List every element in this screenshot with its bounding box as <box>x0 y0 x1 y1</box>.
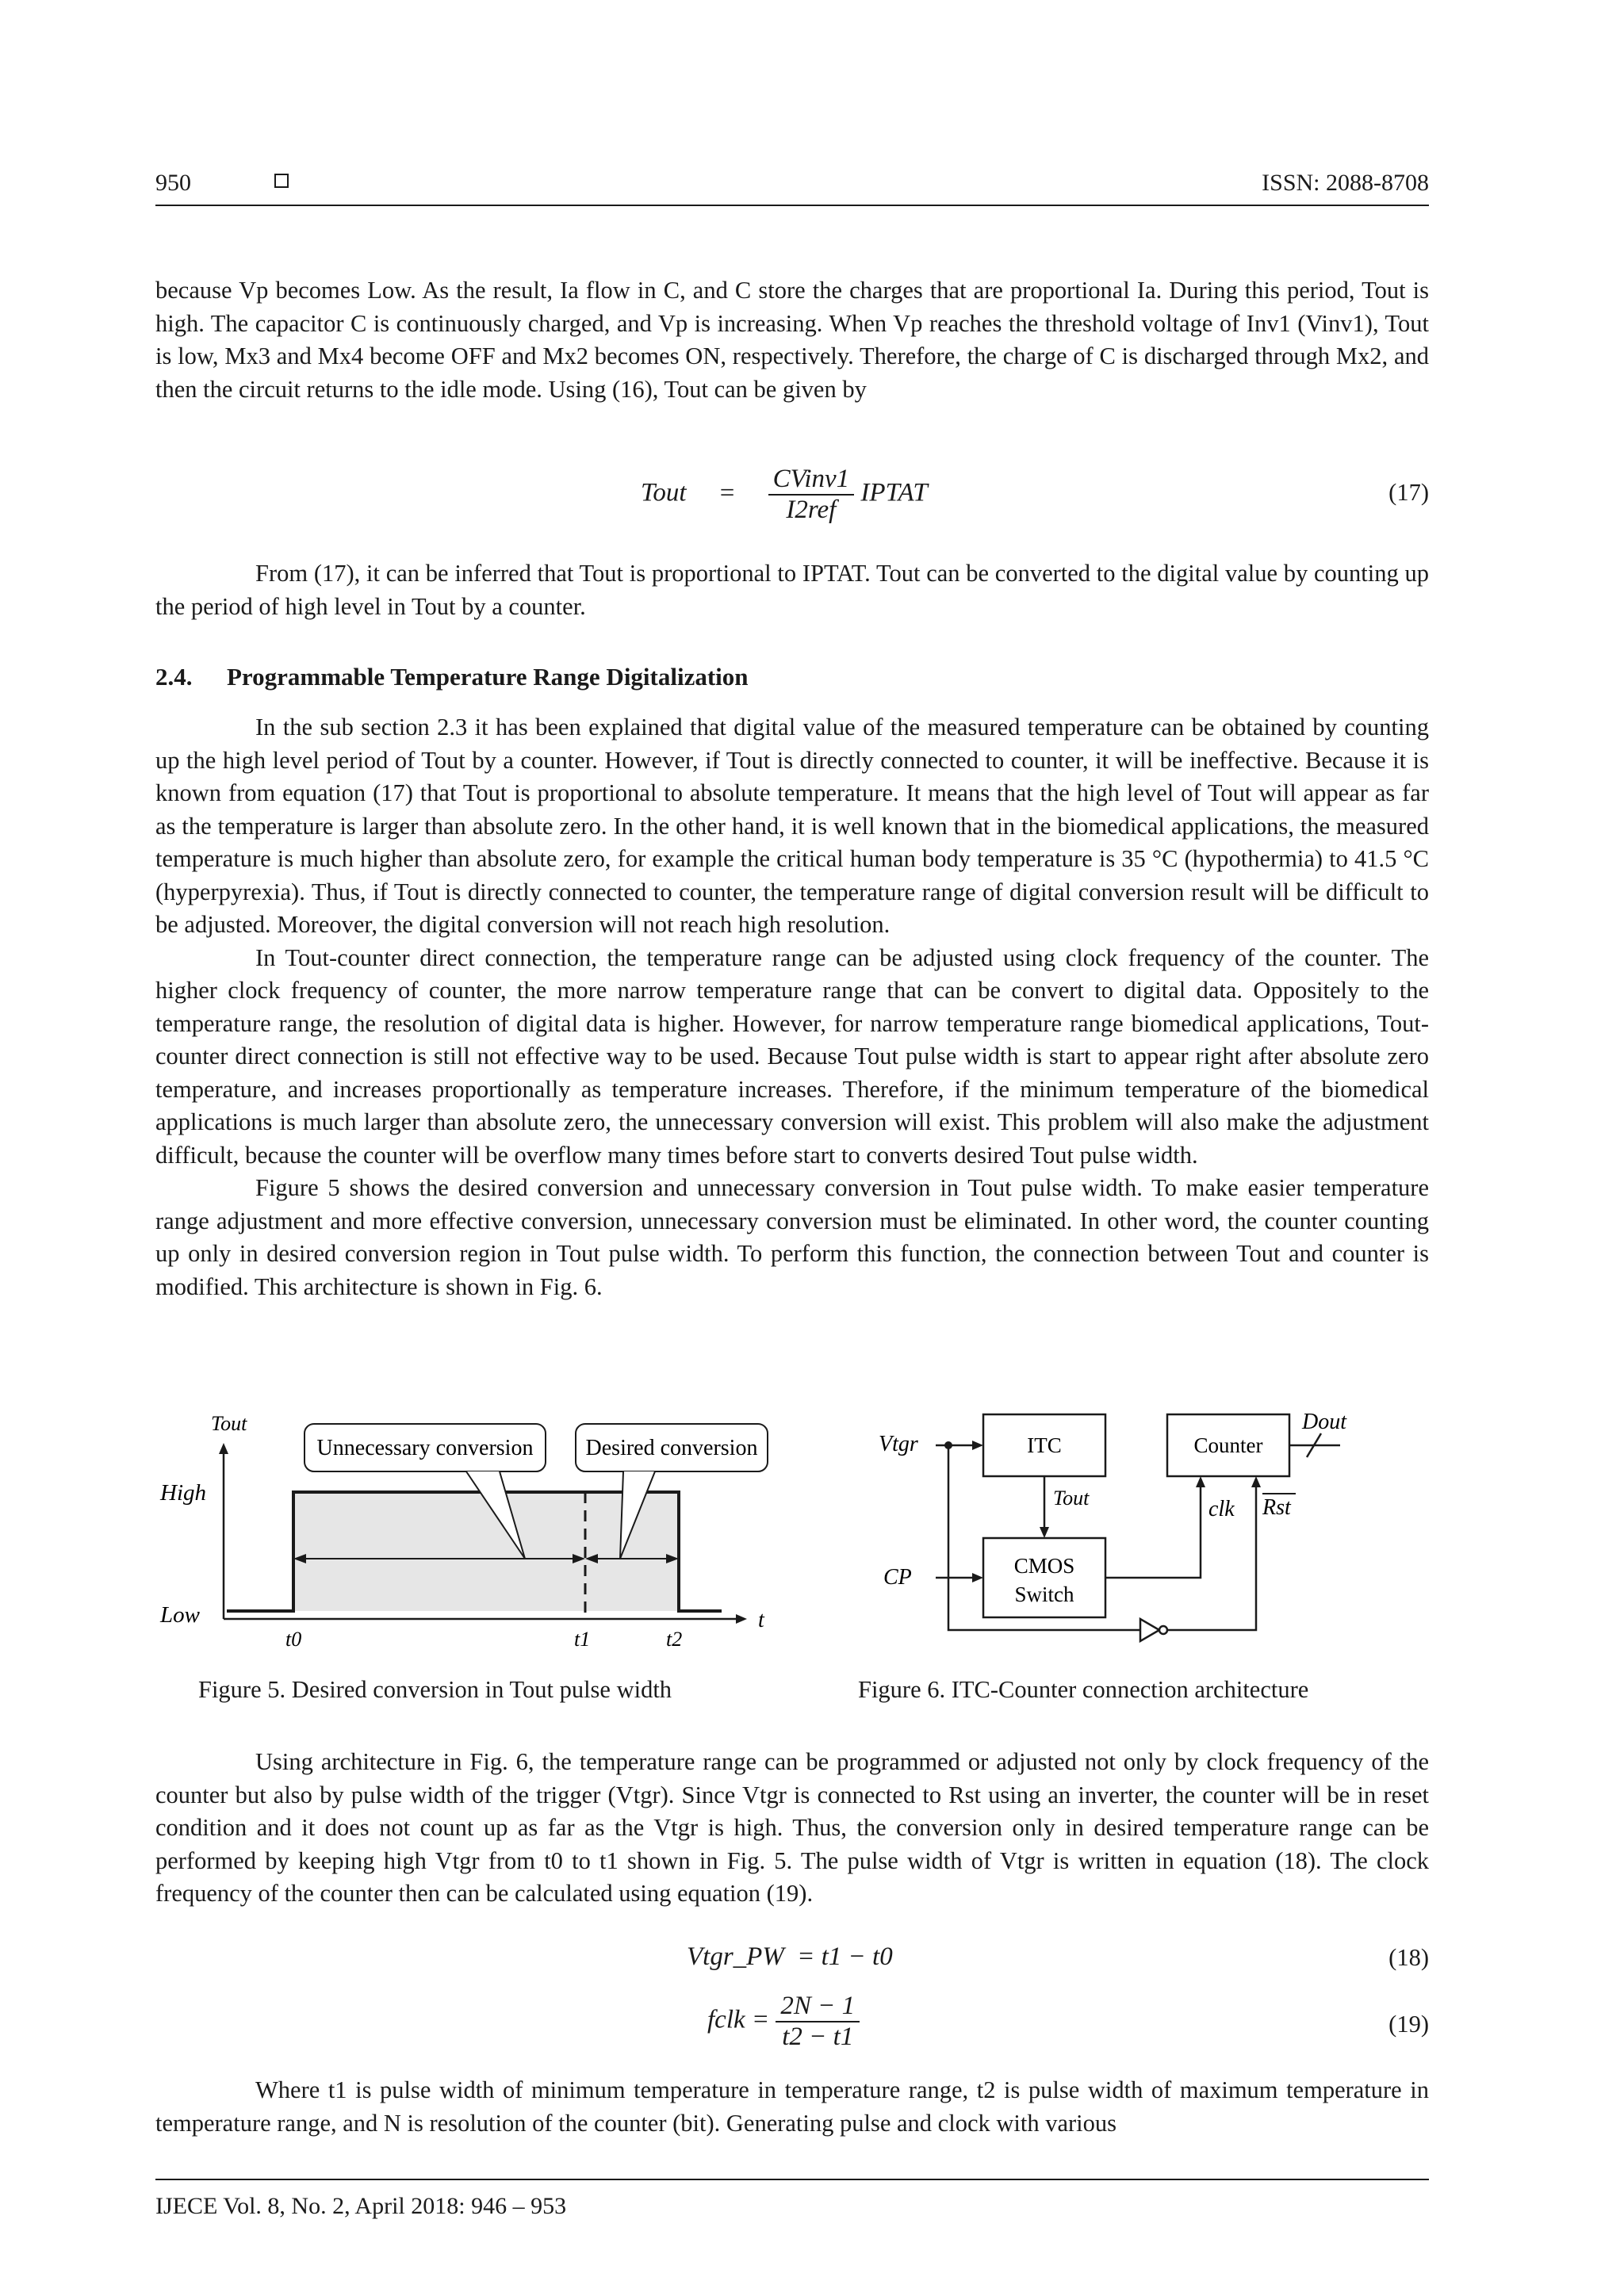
fig6-cp-arrow-icon <box>972 1573 983 1582</box>
fig6-rst-arrow-icon <box>1251 1476 1261 1487</box>
equation-17: Tout = $\frac{\text{CVinv1}}{\text{I2ref}}$ IPTAT <box>641 465 928 524</box>
header-rule <box>155 205 1429 206</box>
header-box-glyph <box>274 174 289 188</box>
figure-6-diagram <box>872 1400 1380 1654</box>
fig6-clk-arrow-icon <box>1196 1476 1205 1487</box>
fig5-callout-desired-label: Desired conversion <box>585 1436 758 1460</box>
paragraph-final <box>155 2074 1429 2140</box>
fig5-x-label: t <box>758 1608 764 1632</box>
fig6-tout-label: Tout <box>1053 1487 1090 1510</box>
fig6-tout-arrow-icon <box>1040 1527 1049 1538</box>
equation-18-number: (18) <box>1388 1944 1429 1971</box>
paragraph-after-figures-text: Using architecture in Fig. 6, the temperature range can be programmed or adjusted not only by clock frequency of the counter but also by pulse width of the trigger (Vtgr). Since Vtgr is connected to Rst using an inverter, the counter will be in reset condition and it does not count up as far as the Vtgr is high. Thus, the conversion only in desired temperature range can be performed by keeping high Vtgr from t0 to t1 shown in Fig. 5. The pulse width of Vtgr is written in equation (18). The clock frequency of the counter then can be calculated using equation (19). <box>155 1748 1429 1907</box>
equation-19 <box>707 1992 860 2052</box>
fig6-switch-label-2: Switch <box>1014 1582 1074 1606</box>
fig6-cp-label: CP <box>883 1565 912 1590</box>
figure-5-diagram <box>151 1403 801 1657</box>
eq17-numerator: CVinv1 <box>768 465 855 496</box>
header-issn: ISSN: 2088-8708 <box>1262 170 1429 196</box>
eq17-factor: IPTAT <box>860 478 928 507</box>
footer-citation: IJECE Vol. 8, No. 2, April 2018: 946 – 953 <box>155 2193 567 2219</box>
footer-rule <box>155 2179 1429 2180</box>
fig6-counter-label: Counter <box>1193 1433 1263 1457</box>
equation-18 <box>687 1942 893 1972</box>
fig5-x-arrow-icon <box>736 1614 747 1624</box>
eq17-fraction <box>768 465 855 525</box>
fig6-inverter-icon <box>1140 1619 1159 1641</box>
figure-6-caption: Figure 6. ITC-Counter connection architecture <box>858 1676 1309 1703</box>
paragraph-final-text: Where t1 is pulse width of minimum temperature in temperature range, t2 is pulse width of maximum temperature in temperature range, and N is resolution of the counter (bit). Generating pulse and clock with various <box>155 2076 1429 2137</box>
paragraph-after-figures <box>155 1746 1429 1911</box>
fig5-tick-t1: t1 <box>574 1628 591 1651</box>
equation-19-number: (19) <box>1388 2011 1429 2038</box>
fig6-clk-label: clk <box>1208 1497 1235 1521</box>
section-number: 2.4. <box>155 663 193 691</box>
eq19-fraction <box>776 1992 860 2052</box>
figure-5-caption: Figure 5. Desired conversion in Tout pulse width <box>198 1676 672 1703</box>
fig5-low-label: Low <box>160 1602 200 1628</box>
section-title: Programmable Temperature Range Digitalization <box>227 663 749 691</box>
eq19-denominator: t2 − t1 <box>782 2022 854 2051</box>
eq17-lhs: Tout <box>641 478 687 507</box>
paragraph-3: Figure 5 shows the desired conversion and unnecessary conversion in Tout pulse width. To make easier temperature range adjustment and more effective conversion, unnecessary conversion must be eliminated. In other word, the counter counting up only in desired conversion region in Tout pulse width. To perform this function, the connection between Tout and counter is modified. This architecture is shown in Fig. 6. <box>155 1174 1429 1300</box>
fig6-vtgr-arrow-icon <box>972 1441 983 1450</box>
fig6-itc-label: ITC <box>1027 1433 1062 1457</box>
paragraph-intro-text: because Vp becomes Low. As the result, Ia flow in C, and C store the charges that are proportional Ia. During this period, Tout is high. The capacitor C is continuously charged, and Vp is increasing. When Vp reaches the threshold voltage of Inv1 (Vinv1), Tout is low, Mx3 and Mx4 become OFF and Mx2 becomes ON, respectively. Therefore, the charge of C is discharged through Mx2, and then the circuit returns to the idle mode. Using (16), Tout can be given by <box>155 277 1429 403</box>
fig5-tick-t2: t2 <box>666 1628 683 1651</box>
eq18-rhs: = t1 − t0 <box>797 1942 893 1971</box>
eq18-lhs: Vtgr_PW <box>687 1942 784 1971</box>
fig5-y-label: Tout <box>211 1412 247 1435</box>
equation-17-number: (17) <box>1388 479 1429 506</box>
fig6-switch-label-1: CMOS <box>1013 1554 1075 1578</box>
eq17-denominator: I2ref <box>786 496 837 524</box>
fig6-dout-label: Dout <box>1302 1410 1346 1434</box>
fig5-y-arrow-icon <box>219 1443 228 1454</box>
fig6-vtgr-label: Vtgr <box>879 1432 918 1456</box>
fig5-high-label: High <box>160 1480 206 1506</box>
fig6-rst-label: Rst <box>1262 1495 1291 1520</box>
paragraph-2: In Tout-counter direct connection, the temperature range can be adjusted using clock frequency of the counter. The higher clock frequency of counter, the more narrow temperature range that can be convert to digital data. Oppositely to the temperature range, the resolution of digital data is higher. However, for narrow temperature range biomedical applications, Tout-counter direct connection is still not effective way to be used. Because Tout pulse width is start to appear right after absolute zero temperature, and increases proportionally as temperature increases. Therefore, if the minimum temperature of the biomedical applications is much larger than absolute zero, the unnecessary conversion will exist. This problem will also make the adjustment difficult, because the counter will be overflow many times before start to converts desired Tout pulse width. <box>155 943 1429 1169</box>
paragraph-after-17-text: From (17), it can be inferred that Tout is proportional to IPTAT. Tout can be converted to the digital value by counting up the period of high level in Tout by a counter. <box>155 560 1429 620</box>
paragraph-intro <box>155 274 1429 406</box>
paragraph-1: In the sub section 2.3 it has been explained that digital value of the measured temperature can be obtained by counting up the high level period of Tout by a counter. However, if Tout is directly connected to counter, it will be ineffective. Because it is known from equation (17) that Tout is proportional to absolute temperature. It means that the high level of Tout will appear as far as the temperature is larger than absolute zero. In the other hand, it is well known that in the biomedical applications, the measured temperature is much higher than absolute zero, for example the critical human body temperature is 35 °C (hypothermia) to 41.5 °C (hyperpyrexia). Thus, if Tout is directly connected to counter, the temperature range of digital conversion result will be difficult to be adjusted. Moreover, the digital conversion will not reach high resolution. <box>155 714 1429 938</box>
eq19-numerator: 2N − 1 <box>776 1992 860 2022</box>
section-heading <box>155 663 749 691</box>
page-number: 950 <box>155 170 191 196</box>
fig6-clk-wire <box>1105 1483 1201 1578</box>
fig5-tick-t0: t0 <box>285 1628 302 1651</box>
fig6-inverter-bubble-icon <box>1159 1626 1167 1634</box>
fig5-callout-unnecessary-label: Unnecessary conversion <box>316 1436 534 1460</box>
eq19-lhs: fclk = <box>707 2005 770 2034</box>
body-paragraphs <box>155 711 1429 1303</box>
paragraph-after-17 <box>155 557 1429 623</box>
